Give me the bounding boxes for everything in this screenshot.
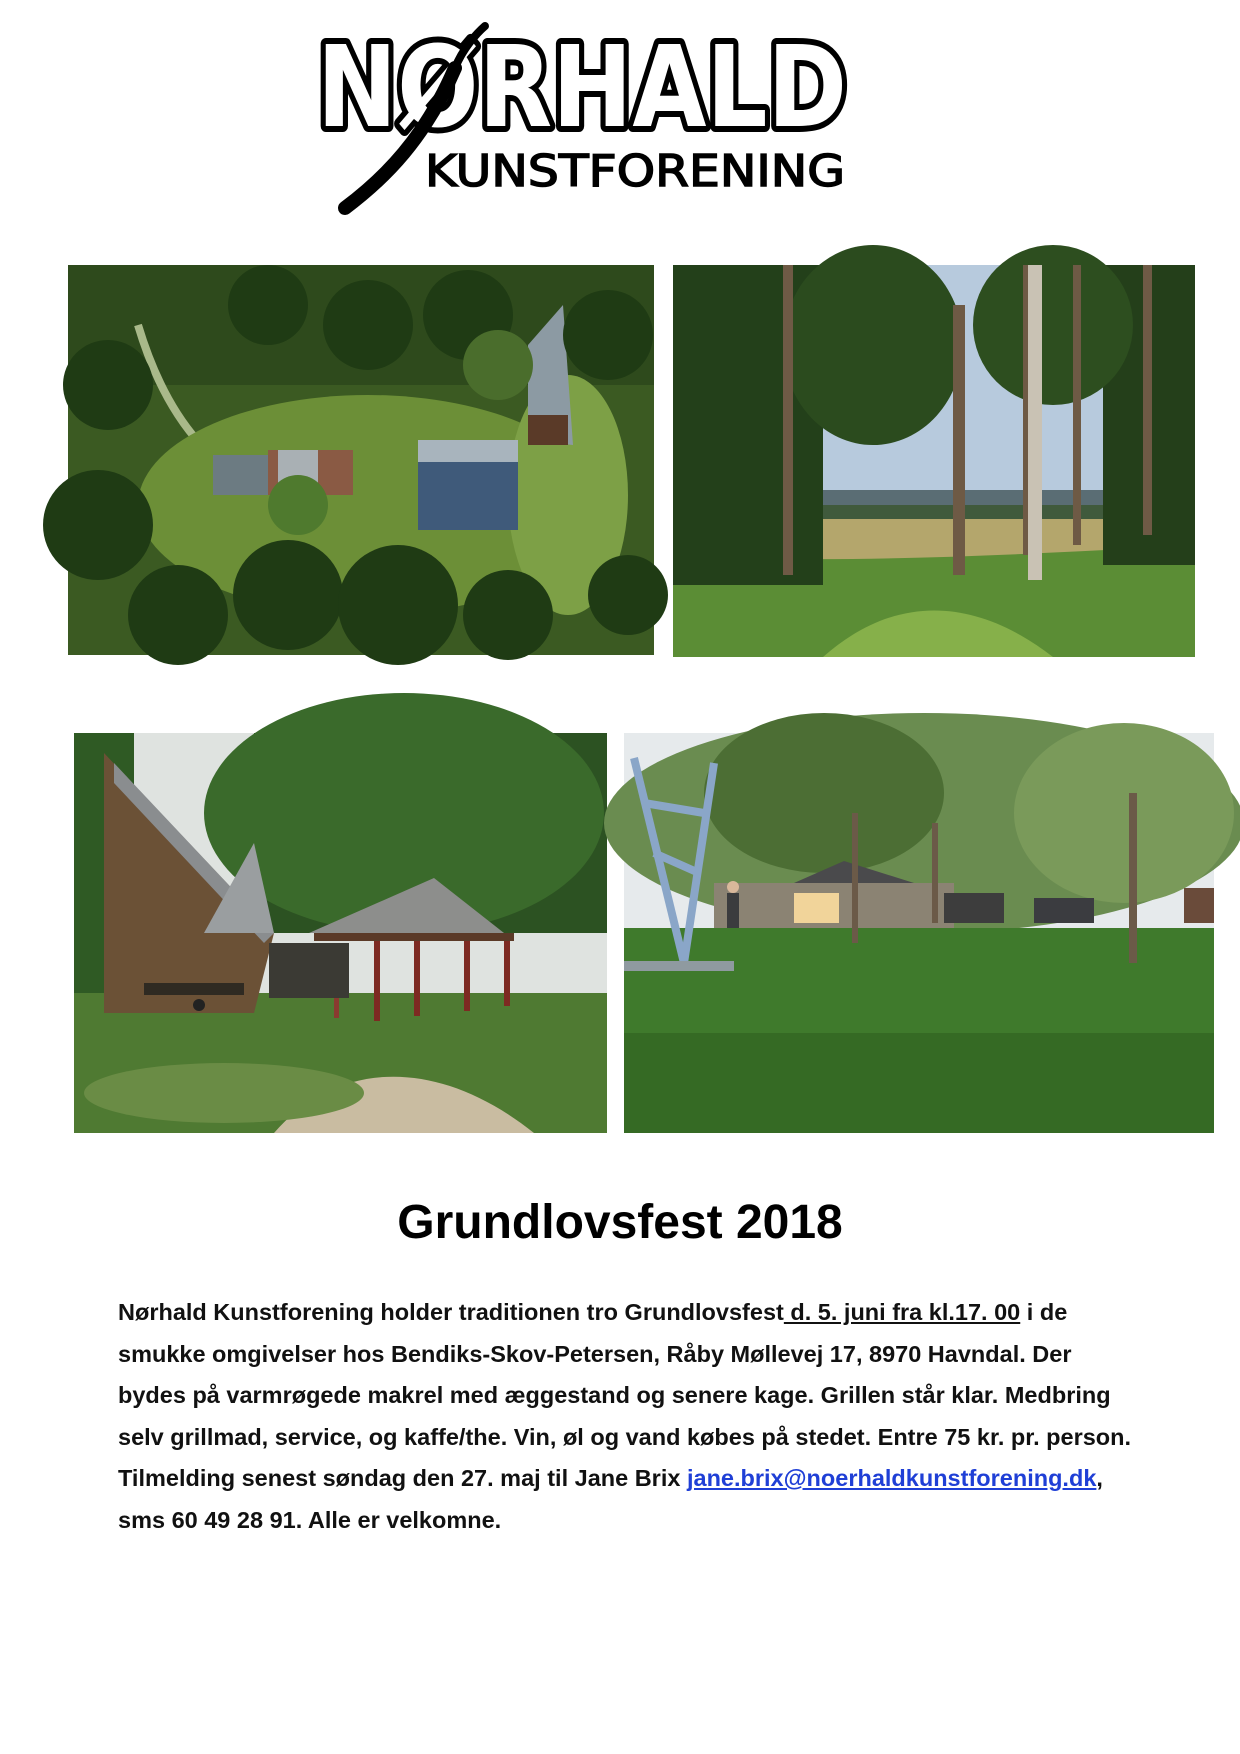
page-title: Grundlovsfest 2018 — [397, 1196, 843, 1249]
intro-text: Nørhald Kunstforening holder traditionen tro Grundlovsfest — [118, 1299, 784, 1325]
noerhald-kunstforening-logo — [305, 8, 860, 218]
forest-path-view-to-sea-icon — [673, 265, 1195, 657]
event-description — [118, 1292, 1138, 1541]
closing-text: , sms 60 49 28 91. Alle er velkomne. — [118, 1465, 1103, 1533]
event-date: d. 5. juni fra kl.17. 00 — [783, 1299, 1021, 1325]
aerial-photo — [68, 265, 654, 655]
garden-with-sculpture-and-house-icon — [624, 733, 1214, 1133]
a-frame-barn-and-pavilion-icon — [74, 733, 607, 1133]
email-link[interactable]: jane.brix@noerhaldkunstforening.dk — [686, 1465, 1097, 1491]
logo-name: NØRHALD — [317, 23, 847, 153]
event-details: i de smukke omgivelser hos Bendiks-Skov-Petersen, Råby Møllevej 17, 8970 Havndal. Der bydes på varmrøgede makrel med æggestand og senere kage. Grillen står klar. Medbring selv grillmad, service, og kaffe/the. Vin, øl og vand købes på stedet. Entre 75 kr. pr. person. Tilmelding senest søndag den 27. maj til Jane Brix — [118, 1299, 1132, 1491]
aerial-photo-of-houses-in-forest-icon — [68, 265, 654, 655]
garden-photo — [624, 733, 1214, 1133]
logo-subtitle: KUNSTFORENING — [425, 146, 845, 197]
barn-photo — [74, 733, 607, 1133]
forest-view-photo — [673, 265, 1195, 657]
